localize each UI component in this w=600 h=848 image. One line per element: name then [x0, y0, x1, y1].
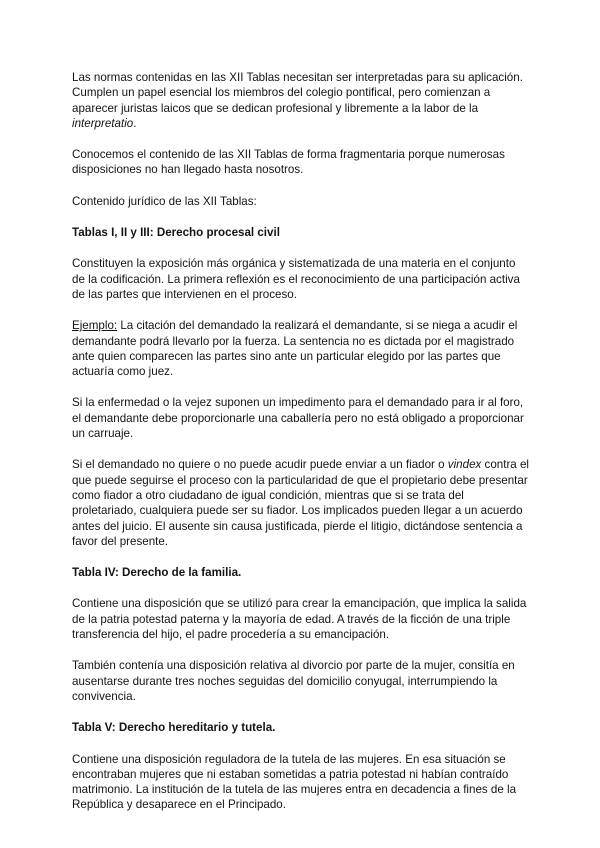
vindex-term: vindex	[447, 458, 482, 472]
paragraph-tutela: Contiene una disposición reguladora de la tutela de las mujeres. En esa situación se encontraban mujeres que ni estaban sometidas a patria potestad ni habían contraído matrimonio. La institución de la tutela de las mujeres entra en decadencia a fines de la República y desaparece en el Principado.	[72, 752, 517, 812]
paragraph-interpretation-end: .	[133, 116, 137, 130]
paragraph-interpretation-text: Las normas contenidas en las XII Tablas necesitan ser interpretadas para su aplicación. Cumplen un papel esencial los miembros del colegio pontifical, pero comienzan a aparecer juristas laicos que se dedican profesional y libremente a la labor de la	[72, 71, 523, 115]
interpretatio-term: interpretatio	[72, 116, 134, 130]
heading-tabla-4: Tabla IV: Derecho de la familia.	[72, 566, 242, 580]
paragraph-vindex	[72, 457, 530, 549]
paragraph-interpretation	[72, 70, 530, 131]
heading-tablas-1-3: Tablas I, II y III: Derecho procesal civil	[72, 226, 280, 240]
document-page	[72, 70, 530, 829]
heading-tabla-5: Tabla V: Derecho hereditario y tutela.	[72, 721, 276, 735]
paragraph-emancipation: Contiene una disposición que se utilizó para crear la emancipación, que implica la salida de la patria potestad paterna y la mayoría de edad. A través de la ficción de una triple transferencia del hijo, el padre procedería a su emancipación.	[72, 597, 527, 642]
paragraph-vindex-rest: contra el que puede seguirse el proceso con la particularidad de que el propietario debe presentar como fiador a otro ciudadano de igual condición, mientras que si se trata del proletariado, cualquiera puede ser su fiador. Los implicados pueden llegar a un acuerdo antes del juicio. El ausente sin causa justificada, pierde el litigio, dictándose sentencia a favor del presente.	[72, 458, 530, 548]
paragraph-content-intro: Contenido jurídico de las XII Tablas:	[72, 194, 257, 208]
paragraph-divorce: También contenía una disposición relativa al divorcio por parte de la mujer, consitía en ausentarse durante tres noches seguidas del domicilio conyugal, interrumpiendo la convivencia.	[72, 659, 515, 703]
paragraph-fragmentary: Conocemos el contenido de las XII Tablas de forma fragmentaria porque numerosas disposiciones no han llegado hasta nosotros.	[72, 148, 505, 177]
paragraph-organic-exposition: Constituyen la exposición más orgánica y sistematizada de una materia en el conjunto de la codificación. La primera reflexión es el reconocimiento de una participación activa de las partes que intervienen en el proceso.	[72, 257, 520, 301]
paragraph-vindex-text: Si el demandado no quiere o no puede acudir puede enviar a un fiador o	[72, 458, 448, 472]
example-text: La citación del demandado la realizará el demandante, si se niega a acudir el demandante podrá llevarlo por la fuerza. La sentencia no es dictada por el magistrado ante quien comparecen las partes sino ante un particular elegido por las partes que actuaría como juez.	[72, 319, 518, 379]
example-label: Ejemplo:	[72, 319, 118, 333]
paragraph-illness: Si la enfermedad o la vejez suponen un impedimento para el demandado para ir al foro, el demandante debe proporcionarle una caballería pero no está obligado a proporcionar un carruaje.	[72, 396, 524, 441]
paragraph-example	[72, 318, 530, 379]
